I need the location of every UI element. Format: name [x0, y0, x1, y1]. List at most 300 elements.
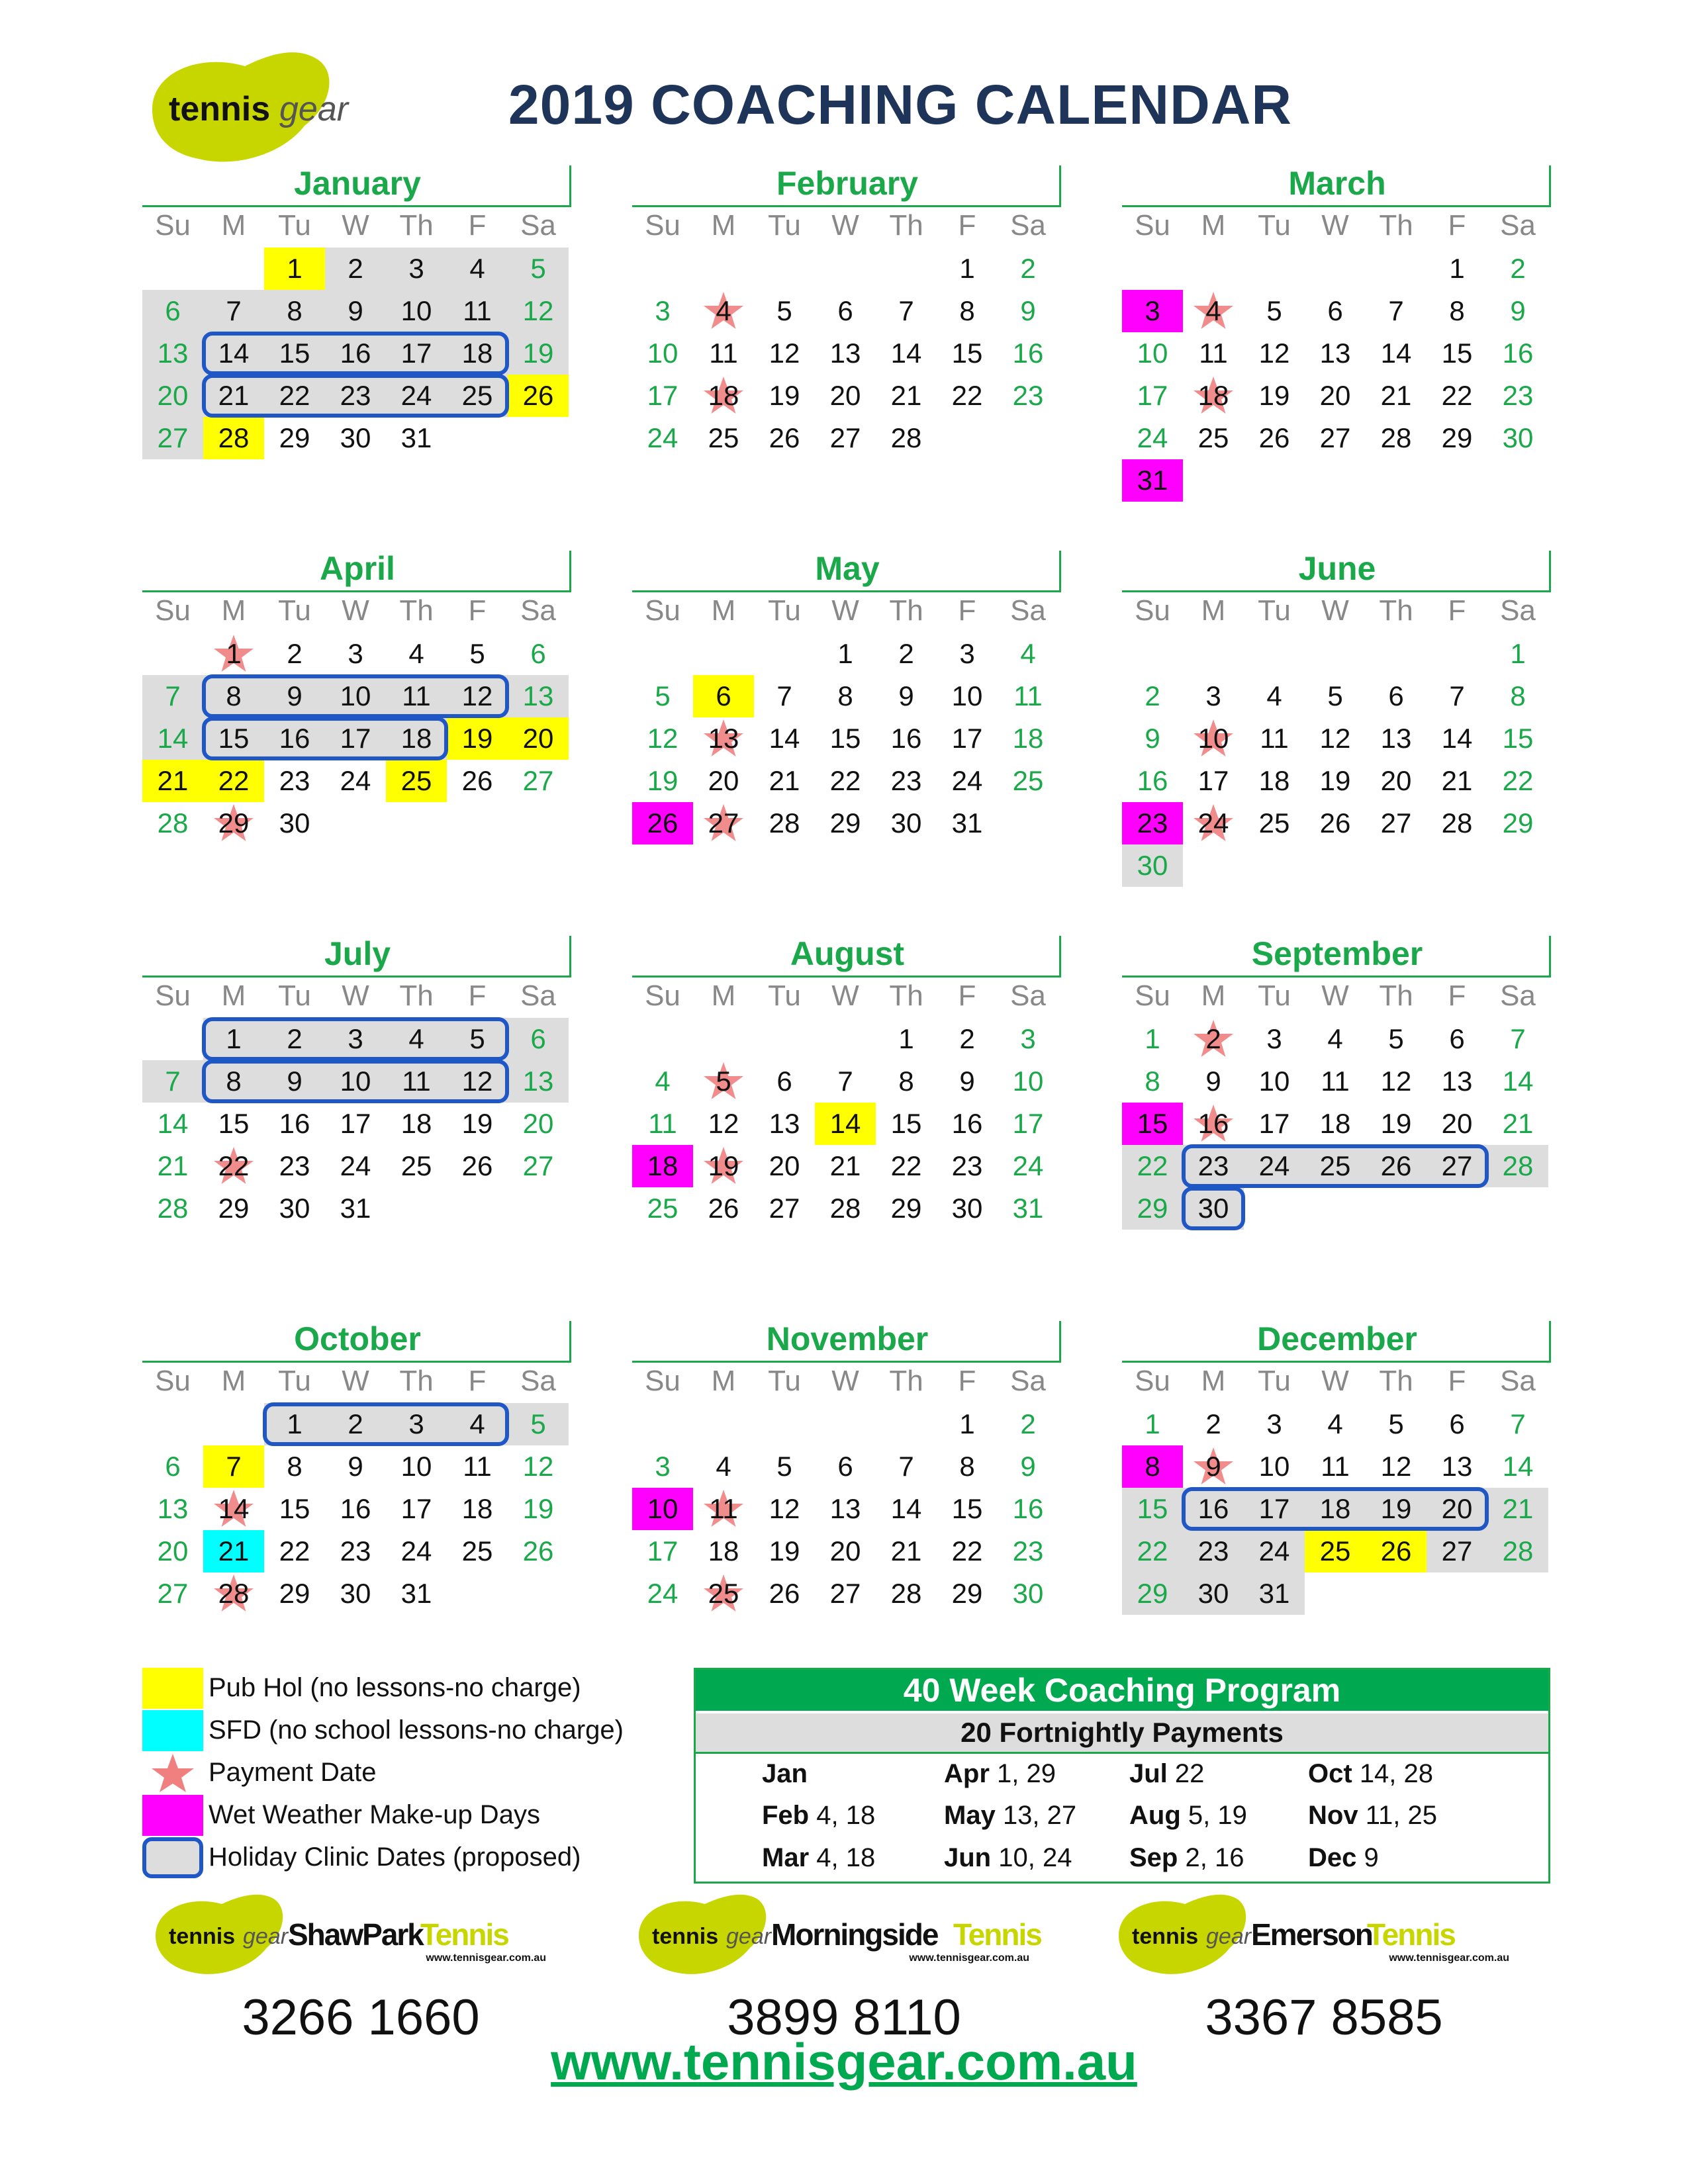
day-number: 14: [1441, 723, 1473, 754]
day-number: 7: [1388, 295, 1404, 326]
calendar-day: [937, 1187, 998, 1230]
month-july: [142, 934, 573, 1305]
day-number: 25: [1012, 765, 1044, 796]
month-march: [1122, 164, 1552, 535]
month-title: February: [776, 165, 918, 202]
day-number: 16: [279, 723, 310, 754]
day-number: 19: [1258, 380, 1290, 411]
calendar-day: [998, 332, 1058, 375]
day-number: 11: [402, 680, 431, 711]
calendar-day: [876, 760, 937, 802]
program-subtitle: 20 Fortnightly Payments: [696, 1713, 1548, 1754]
month-title: December: [1257, 1320, 1417, 1357]
payment-dates: 13, 27: [1002, 1801, 1077, 1830]
day-number: 4: [408, 638, 424, 669]
day-number: 18: [400, 723, 432, 754]
day-number: 17: [647, 1535, 679, 1567]
calendar-day: [1427, 248, 1487, 290]
weekday-label: Sa: [520, 1365, 556, 1397]
calendar-day: [1122, 417, 1183, 459]
day-number: 12: [522, 295, 554, 326]
calendar-day: [203, 1572, 264, 1615]
club-logo-tennis: tennis: [1132, 1924, 1199, 1949]
payment-entry: [1129, 1801, 1247, 1831]
day-number: 8: [1145, 1451, 1160, 1482]
day-number: 28: [769, 807, 800, 839]
calendar-day: [142, 417, 203, 459]
calendar-day: [632, 417, 693, 459]
day-number: 27: [708, 807, 739, 839]
coaching-program-box: [694, 1668, 1550, 1884]
calendar-day: [386, 248, 447, 290]
day-number: 7: [226, 1451, 242, 1482]
calendar-day: [1427, 332, 1487, 375]
calendar-day: [508, 375, 569, 417]
month-title-rule: [142, 590, 571, 592]
day-number: 9: [1205, 1451, 1221, 1482]
day-number: 29: [1137, 1578, 1168, 1609]
day-number: 17: [1197, 765, 1229, 796]
month-title: May: [815, 550, 880, 587]
calendar-day: [203, 1530, 264, 1572]
calendar-day: [508, 717, 569, 760]
calendar-day: [203, 417, 264, 459]
calendar-day: [998, 375, 1058, 417]
day-number: 9: [959, 1066, 975, 1097]
day-number: 20: [522, 1108, 554, 1139]
day-number: 6: [837, 295, 853, 326]
day-number: 13: [1319, 338, 1351, 369]
day-number: 21: [1502, 1493, 1534, 1524]
day-number: 3: [1020, 1023, 1036, 1054]
weekday-label: Su: [645, 209, 680, 242]
month-title-tick: [1549, 1321, 1551, 1362]
calendar-day: [815, 675, 876, 717]
day-number: 4: [1327, 1408, 1343, 1439]
day-number: 18: [708, 1535, 739, 1567]
calendar-day: [1183, 1103, 1244, 1145]
calendar-day: [1244, 290, 1305, 332]
calendar-day: [1244, 760, 1305, 802]
day-number: 10: [951, 680, 983, 711]
weekday-label: Su: [155, 979, 191, 1012]
day-number: 17: [1137, 380, 1168, 411]
day-number: 23: [340, 1535, 371, 1567]
weekday-label: M: [1201, 1365, 1226, 1397]
calendar-day: [1305, 760, 1366, 802]
calendar-day: [876, 417, 937, 459]
day-number: 19: [461, 1108, 493, 1139]
calendar-day: [937, 248, 998, 290]
day-number: 16: [1197, 1108, 1229, 1139]
day-number: 22: [1502, 765, 1534, 796]
day-number: 4: [716, 295, 731, 326]
day-number: 20: [769, 1150, 800, 1181]
club-name-a: Emerson: [1251, 1917, 1372, 1952]
calendar-day: [447, 248, 508, 290]
day-number: 15: [951, 338, 983, 369]
weekday-label: Tu: [278, 1365, 311, 1397]
calendar-day: [203, 802, 264, 844]
weekday-label: Su: [645, 594, 680, 627]
day-number: 19: [647, 765, 679, 796]
legend-swatch-cyan: [142, 1710, 203, 1751]
calendar-day: [1244, 802, 1305, 844]
calendar-day: [693, 417, 754, 459]
calendar-day: [508, 1445, 569, 1488]
day-number: 17: [340, 723, 371, 754]
calendar-day: [1122, 1145, 1183, 1187]
month-title: March: [1288, 165, 1386, 202]
day-number: 19: [769, 380, 800, 411]
calendar-day: [1305, 1403, 1366, 1445]
day-number: 1: [287, 1408, 303, 1439]
day-number: 24: [1137, 422, 1168, 453]
day-number: 15: [890, 1108, 922, 1139]
calendar-day: [754, 675, 815, 717]
day-number: 26: [1380, 1535, 1412, 1567]
day-number: 8: [898, 1066, 914, 1097]
day-number: 31: [1137, 465, 1168, 496]
day-number: 11: [1199, 338, 1228, 369]
calendar-day: [1305, 1445, 1366, 1488]
legend-label: SFD (no school lessons-no charge): [209, 1715, 624, 1745]
day-number: 2: [348, 1408, 363, 1439]
calendar-day: [815, 1445, 876, 1488]
day-number: 23: [1197, 1150, 1229, 1181]
club-logo: [632, 1889, 1043, 1985]
day-number: 5: [776, 1451, 792, 1482]
calendar-day: [447, 1103, 508, 1145]
weekday-label: Sa: [1010, 209, 1046, 242]
logo-text-tennis: tennis: [169, 90, 271, 128]
day-number: 14: [218, 338, 250, 369]
weekday-label: Tu: [1258, 1365, 1291, 1397]
day-number: 5: [655, 680, 671, 711]
day-number: 29: [279, 1578, 310, 1609]
day-number: 14: [1502, 1451, 1534, 1482]
day-number: 28: [890, 422, 922, 453]
payment-month: May: [944, 1801, 996, 1830]
day-number: 23: [279, 1150, 310, 1181]
day-number: 15: [218, 723, 250, 754]
page-title: 2019 COACHING CALENDAR: [508, 73, 1293, 136]
day-number: 12: [708, 1108, 739, 1139]
calendar-day: [1183, 760, 1244, 802]
day-number: 13: [522, 680, 554, 711]
holiday-clinic-box: [1182, 1487, 1489, 1531]
day-number: 7: [226, 295, 242, 326]
calendar-day: [1487, 1488, 1548, 1530]
calendar-day: [142, 1530, 203, 1572]
day-number: 19: [522, 338, 554, 369]
day-number: 22: [890, 1150, 922, 1181]
weekday-label: Tu: [278, 979, 311, 1012]
day-number: 24: [340, 765, 371, 796]
weekday-label: Su: [1135, 209, 1170, 242]
day-number: 5: [1388, 1023, 1404, 1054]
day-number: 1: [1510, 638, 1526, 669]
day-number: 25: [708, 1578, 739, 1609]
calendar-day: [632, 802, 693, 844]
calendar-day: [1487, 802, 1548, 844]
month-title-tick: [1059, 551, 1061, 592]
day-number: 13: [522, 1066, 554, 1097]
month-january: [142, 164, 573, 535]
weekday-label: W: [1321, 594, 1349, 627]
calendar-day: [693, 1145, 754, 1187]
day-number: 7: [1510, 1408, 1526, 1439]
weekday-label: Th: [399, 1365, 434, 1397]
legend-label: Pub Hol (no lessons-no charge): [209, 1673, 581, 1702]
calendar-day: [1183, 717, 1244, 760]
day-number: 22: [951, 1535, 983, 1567]
calendar-day: [325, 1530, 386, 1572]
calendar-day: [325, 248, 386, 290]
calendar-day: [264, 1145, 325, 1187]
weekday-label: Tu: [768, 209, 801, 242]
day-number: 30: [1137, 850, 1168, 881]
day-number: 11: [709, 1493, 738, 1524]
day-number: 11: [402, 1066, 431, 1097]
day-number: 7: [1449, 680, 1465, 711]
legend-swatch-magenta: [142, 1795, 203, 1836]
calendar-day: [1427, 290, 1487, 332]
weekday-label: M: [711, 979, 736, 1012]
day-number: 29: [1441, 422, 1473, 453]
calendar-day: [142, 1145, 203, 1187]
month-title: August: [790, 935, 905, 972]
calendar-day: [1427, 1530, 1487, 1572]
day-number: 28: [890, 1578, 922, 1609]
club-name-a: Morningside: [771, 1917, 938, 1952]
legend-swatch-clinic: [142, 1837, 203, 1878]
legend-label: Payment Date: [209, 1758, 377, 1787]
calendar-day: [1122, 375, 1183, 417]
day-number: 23: [1012, 1535, 1044, 1567]
month-title-rule: [142, 1361, 571, 1363]
calendar-day: [325, 1488, 386, 1530]
day-number: 16: [1502, 338, 1534, 369]
payment-month: Jun: [944, 1843, 992, 1872]
day-number: 8: [287, 1451, 303, 1482]
month-title-rule: [1122, 976, 1551, 978]
club-logo: [149, 1889, 559, 1985]
month-april: [142, 549, 573, 920]
calendar-day: [1487, 290, 1548, 332]
payment-month: Jan: [762, 1759, 808, 1788]
calendar-day: [632, 375, 693, 417]
weekday-label: M: [221, 209, 246, 242]
day-number: 6: [1449, 1023, 1465, 1054]
calendar-day: [1487, 1445, 1548, 1488]
payment-entry: [1129, 1843, 1244, 1873]
club-url-small: www.tennisgear.com.au: [1389, 1952, 1509, 1964]
calendar-day: [1487, 1018, 1548, 1060]
day-number: 13: [1380, 723, 1412, 754]
day-number: 13: [157, 338, 189, 369]
website-link[interactable]: www.tennisgear.com.au: [551, 2032, 1137, 2091]
day-number: 31: [1012, 1193, 1044, 1224]
day-number: 21: [769, 765, 800, 796]
calendar-day: [1305, 332, 1366, 375]
calendar-day: [508, 290, 569, 332]
calendar-day: [508, 1530, 569, 1572]
month-title-tick: [1549, 551, 1551, 592]
day-number: 2: [959, 1023, 975, 1054]
calendar-day: [1244, 1060, 1305, 1103]
calendar-day: [447, 760, 508, 802]
calendar-day: [1122, 1403, 1183, 1445]
holiday-clinic-box: [202, 674, 509, 718]
calendar-day: [1366, 1103, 1427, 1145]
calendar-day: [815, 633, 876, 675]
day-number: 5: [469, 638, 485, 669]
day-number: 2: [1020, 253, 1036, 284]
holiday-clinic-box: [263, 1402, 509, 1446]
day-number: 11: [648, 1108, 677, 1139]
day-number: 5: [716, 1066, 731, 1097]
day-number: 18: [708, 380, 739, 411]
calendar-day: [1183, 290, 1244, 332]
day-number: 21: [218, 1535, 250, 1567]
day-number: 17: [400, 1493, 432, 1524]
day-number: 5: [530, 253, 546, 284]
calendar-day: [325, 1103, 386, 1145]
calendar-day: [937, 1530, 998, 1572]
calendar-day: [1487, 1145, 1548, 1187]
day-number: 26: [769, 1578, 800, 1609]
day-number: 6: [165, 1451, 181, 1482]
day-number: 28: [1502, 1150, 1534, 1181]
calendar-day: [815, 1145, 876, 1187]
day-number: 26: [522, 1535, 554, 1567]
day-number: 21: [829, 1150, 861, 1181]
day-number: 23: [1502, 380, 1534, 411]
calendar-day: [632, 290, 693, 332]
day-number: 28: [829, 1193, 861, 1224]
calendar-day: [1305, 375, 1366, 417]
calendar-day: [693, 1488, 754, 1530]
day-number: 1: [1145, 1023, 1160, 1054]
payment-entry: [762, 1759, 808, 1789]
calendar-day: [876, 1187, 937, 1230]
day-number: 25: [708, 422, 739, 453]
month-title: September: [1251, 935, 1423, 972]
weekday-label: Tu: [1258, 979, 1291, 1012]
day-number: 5: [1327, 680, 1343, 711]
day-number: 10: [400, 295, 432, 326]
day-number: 16: [890, 723, 922, 754]
weekday-label: Tu: [1258, 594, 1291, 627]
calendar-day: [1244, 1572, 1305, 1615]
month-september: [1122, 934, 1552, 1305]
day-number: 6: [776, 1066, 792, 1097]
day-number: 9: [287, 1066, 303, 1097]
calendar-day: [1366, 1403, 1427, 1445]
weekday-label: Sa: [520, 209, 556, 242]
calendar-day: [693, 1103, 754, 1145]
day-number: 14: [769, 723, 800, 754]
calendar-day: [203, 1187, 264, 1230]
day-number: 20: [708, 765, 739, 796]
month-title-tick: [1059, 1321, 1061, 1362]
calendar-day: [264, 1187, 325, 1230]
day-number: 13: [769, 1108, 800, 1139]
day-number: 19: [769, 1535, 800, 1567]
day-number: 2: [898, 638, 914, 669]
calendar-day: [142, 290, 203, 332]
day-number: 2: [1020, 1408, 1036, 1439]
day-number: 27: [1380, 807, 1412, 839]
calendar-day: [264, 1488, 325, 1530]
day-number: 2: [1510, 253, 1526, 284]
day-number: 22: [218, 1150, 250, 1181]
day-number: 27: [1319, 422, 1351, 453]
weekday-label: Sa: [1500, 1365, 1536, 1397]
calendar-day: [142, 1060, 203, 1103]
day-number: 21: [890, 1535, 922, 1567]
day-number: 3: [655, 1451, 671, 1482]
calendar-day: [1122, 1572, 1183, 1615]
day-number: 3: [1145, 295, 1160, 326]
calendar-day: [1244, 675, 1305, 717]
calendar-day: [508, 633, 569, 675]
calendar-day: [1183, 375, 1244, 417]
calendar-day: [1366, 802, 1427, 844]
calendar-day: [264, 290, 325, 332]
weekday-label: F: [468, 1365, 487, 1397]
day-number: 16: [951, 1108, 983, 1139]
day-number: 25: [400, 1150, 432, 1181]
calendar-day: [632, 332, 693, 375]
month-title-rule: [632, 205, 1061, 207]
month-title-tick: [569, 1321, 571, 1362]
calendar-day: [937, 332, 998, 375]
day-number: 10: [340, 1066, 371, 1097]
day-number: 15: [1502, 723, 1534, 754]
calendar-day: [876, 1488, 937, 1530]
day-number: 20: [522, 723, 554, 754]
day-number: 31: [1258, 1578, 1290, 1609]
month-title-rule: [632, 976, 1061, 978]
calendar-day: [632, 1530, 693, 1572]
day-number: 22: [829, 765, 861, 796]
day-number: 8: [1449, 295, 1465, 326]
day-number: 14: [1502, 1066, 1534, 1097]
calendar-day: [508, 332, 569, 375]
calendar-day: [693, 1187, 754, 1230]
weekday-label: Tu: [278, 594, 311, 627]
day-number: 8: [226, 680, 242, 711]
day-number: 14: [157, 723, 189, 754]
weekday-label: F: [1448, 594, 1466, 627]
calendar-day: [1366, 1018, 1427, 1060]
day-number: 27: [157, 1578, 189, 1609]
calendar-day: [1427, 1403, 1487, 1445]
calendar-day: [693, 760, 754, 802]
calendar-day: [754, 332, 815, 375]
weekday-label: Su: [155, 209, 191, 242]
calendar-day: [264, 1103, 325, 1145]
calendar-day: [815, 717, 876, 760]
day-number: 25: [1319, 1150, 1351, 1181]
month-title-tick: [1059, 165, 1061, 206]
calendar-day: [508, 248, 569, 290]
legend-swatch-yellow: [142, 1668, 203, 1709]
calendar-day: [632, 1488, 693, 1530]
calendar-day: [264, 802, 325, 844]
